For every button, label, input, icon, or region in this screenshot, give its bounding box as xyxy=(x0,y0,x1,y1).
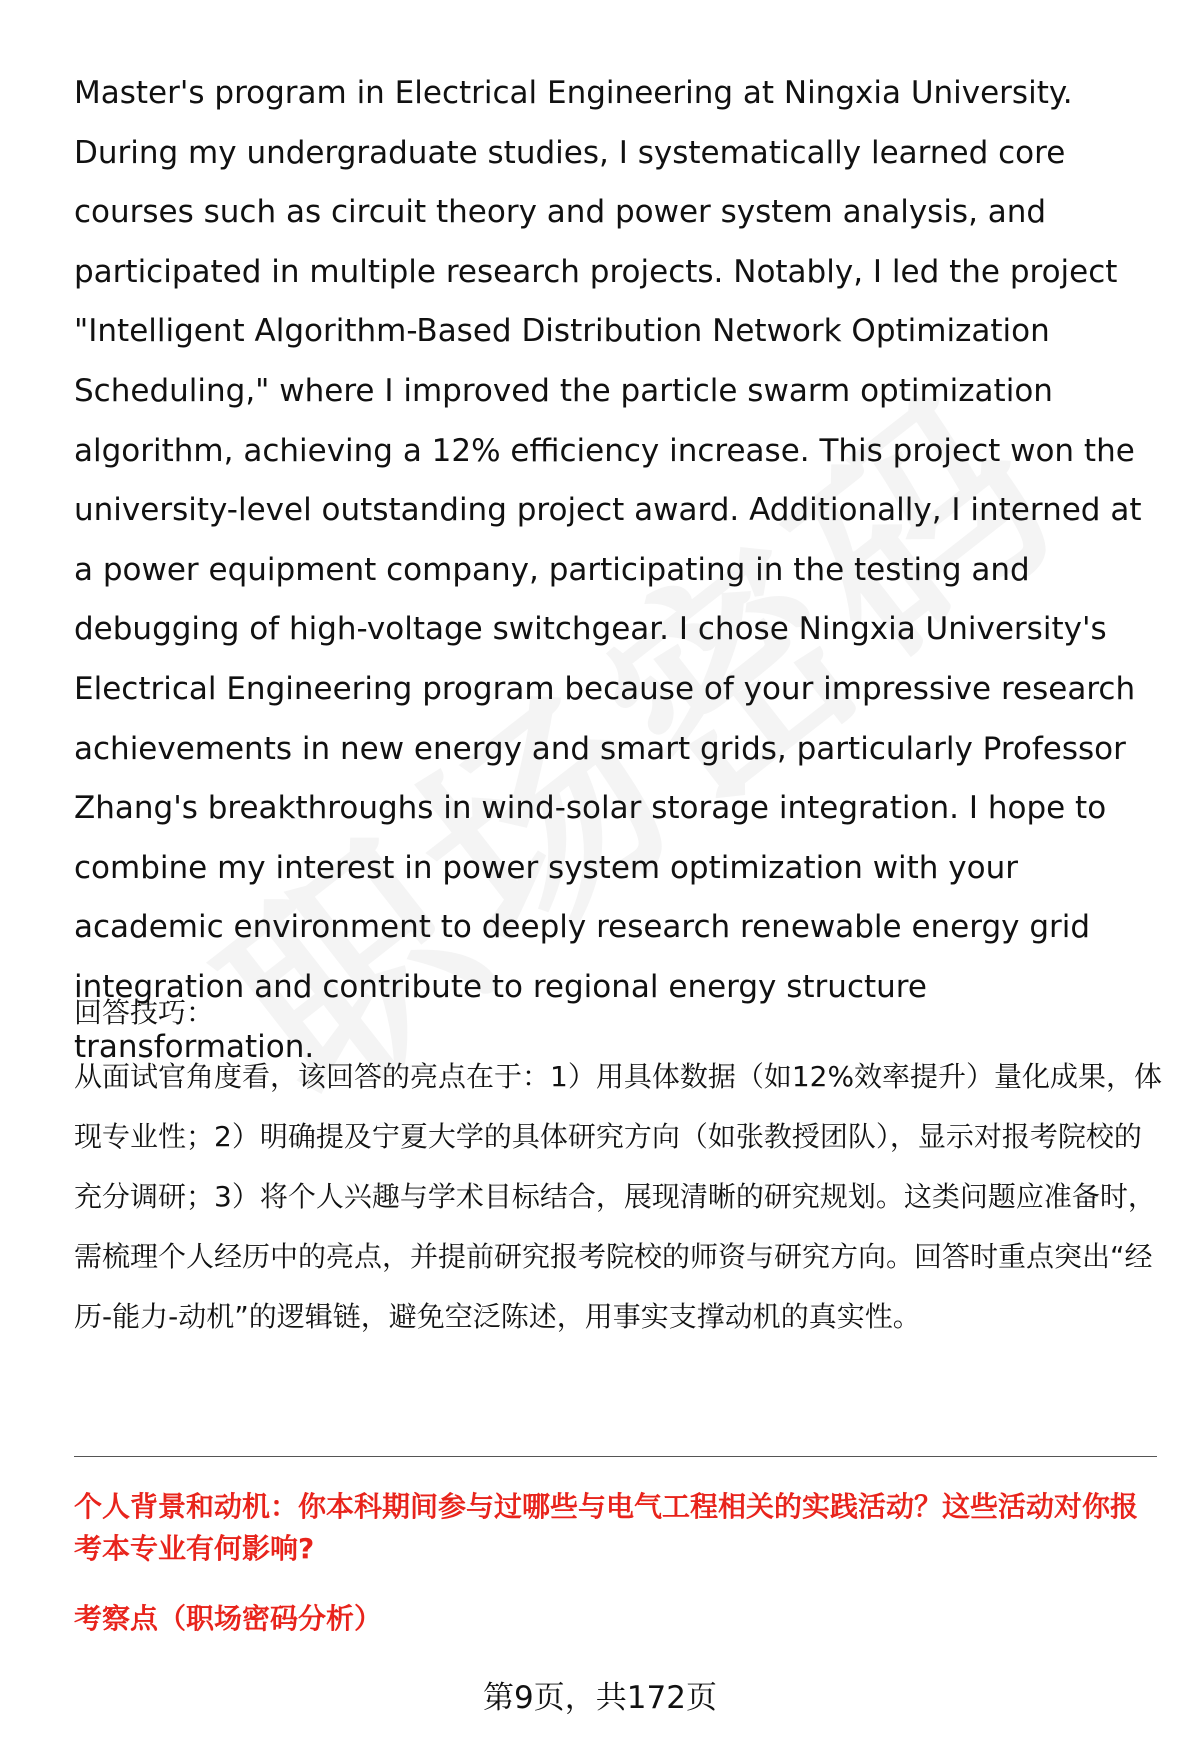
answer-paragraph: Master's program in Electrical Engineering at Ningxia University. During my undergraduate studies, I systematically learned core courses such as circuit theory and power system analysis, and participated in multiple research projects. Notably, I led the project "Intelligent Algorithm-Based Distribution Network Optimization Scheduling," where I improved the particle swarm optimization algorithm, achieving a 12% efficiency increase. This project won the university-level outstanding project award. Additionally, I interned at a power equipment company, participating in the testing and debugging of high-voltage switchgear. I chose Ningxia University's Electrical Engineering program because of your impressive research achievements in new energy and smart grids, particularly Professor Zhang's breakthroughs in wind-solar storage integration. I hope to combine my interest in power system optimization with your academic environment to deeply research renewable energy grid integration and contribute to regional energy structure transformation. xyxy=(74,75,1142,1065)
tips-paragraph: 从面试官角度看，该回答的亮点在于：1）用具体数据（如12%效率提升）量化成果，体现专业性；2）明确提及宁夏大学的具体研究方向（如张教授团队），显示对报考院校的充分调研；3）将个人兴趣与学术目标结合，展现清晰的研究规划。这类问题应准备时，需梳理个人经历中的亮点，并提前研究报考院校的师资与研究方向。回答时重点突出“经历-能力-动机”的逻辑链，避免空泛陈述，用事实支撑动机的真实性。 xyxy=(74,1060,1163,1333)
question-heading: 个人背景和动机：你本科期间参与过哪些与电气工程相关的实践活动？这些活动对你报考本专业有何影响? xyxy=(74,1490,1139,1565)
page-number: 第9页，共172页 xyxy=(483,1680,717,1716)
section-divider xyxy=(74,1456,1157,1457)
exam-point-heading: 考察点（职场密码分析） xyxy=(74,1602,383,1635)
tips-label: 回答技巧： xyxy=(74,996,215,1029)
